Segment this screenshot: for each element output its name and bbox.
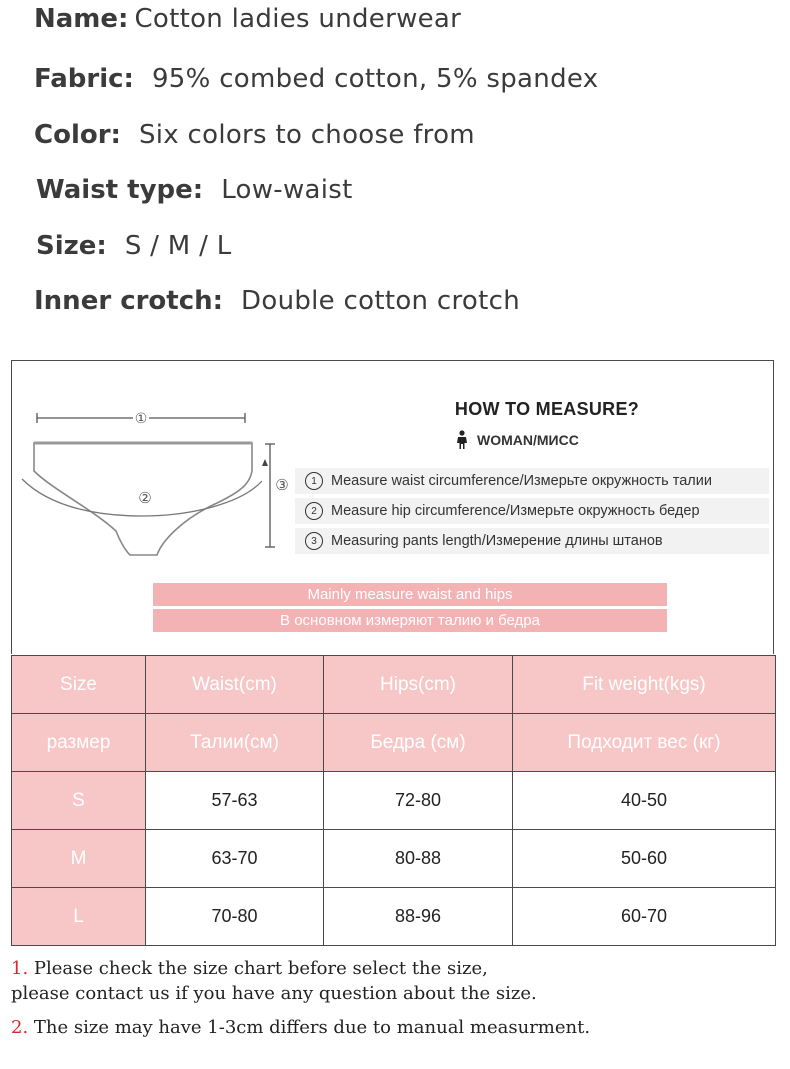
spec-value: S / M / L (124, 231, 232, 261)
waist-cell: 63-70 (146, 830, 324, 888)
weight-cell: 50-60 (513, 830, 776, 888)
step-text: Measure hip circumference/Измерьте окружность бедер (331, 503, 700, 519)
woman-label-row (455, 430, 579, 450)
table-header-row-en (12, 656, 776, 714)
spec-value: Cotton ladies underwear (134, 4, 462, 34)
table-header-row-ru (12, 714, 776, 772)
step-number: 3 (305, 532, 323, 550)
step-number: 1 (305, 472, 323, 490)
note-text: please contact us if you have any question about the size. (11, 983, 537, 1004)
table-row (12, 830, 776, 888)
weight-cell: 60-70 (513, 888, 776, 946)
note-2 (11, 1017, 590, 1038)
svg-text:②: ② (138, 489, 152, 507)
spec-name (34, 4, 461, 34)
spec-label: Name: (34, 4, 129, 34)
size-chart-table (11, 655, 776, 946)
spec-label: Waist type: (36, 175, 204, 205)
header-cell: Hips(cm) (324, 656, 513, 714)
diagram-marker-3 (275, 476, 288, 494)
size-cell: L (12, 888, 146, 946)
header-cell: Бедра (см) (324, 714, 513, 772)
spec-value: Double cotton crotch (241, 286, 520, 316)
measure-step-1 (295, 468, 769, 494)
spec-value: Low-waist (221, 175, 353, 205)
how-to-measure-title: HOW TO MEASURE? (454, 399, 640, 419)
svg-text:①: ① (134, 411, 148, 427)
spec-label: Inner crotch: (34, 286, 224, 316)
table-row (12, 888, 776, 946)
spec-color (34, 120, 475, 150)
size-cell: M (12, 830, 146, 888)
header-cell: Waist(cm) (146, 656, 324, 714)
header-cell: Size (12, 656, 146, 714)
spec-waist-type (36, 175, 353, 205)
note-1-continued (11, 983, 537, 1004)
waist-cell: 57-63 (146, 772, 324, 830)
hips-cell: 88-96 (324, 888, 513, 946)
size-cell: S (12, 772, 146, 830)
note-1 (11, 958, 488, 979)
svg-text:③: ③ (275, 476, 289, 494)
woman-label: WOMAN/МИСС (477, 432, 579, 448)
header-cell: Талии(см) (146, 714, 324, 772)
woman-icon (455, 430, 469, 450)
how-to-measure-panel (11, 360, 774, 654)
note-number: 2. (11, 1017, 29, 1038)
measure-step-2 (295, 498, 769, 524)
underwear-diagram (12, 391, 292, 601)
note-number: 1. (11, 958, 29, 979)
diagram-marker-2 (138, 489, 151, 507)
step-text: Measuring pants length/Измерение длины штанов (331, 533, 663, 549)
diagram-marker-1 (133, 410, 149, 427)
spec-label: Color: (34, 120, 121, 150)
spec-size (36, 231, 232, 261)
spec-value: 95% combed cotton, 5% spandex (151, 64, 599, 94)
hips-cell: 80-88 (324, 830, 513, 888)
measure-hint-en: Mainly measure waist and hips (153, 583, 667, 606)
measure-hint-ru: В основном измеряют талию и бедра (153, 609, 667, 632)
measure-step-3 (295, 528, 769, 554)
spec-fabric (34, 64, 598, 94)
step-number: 2 (305, 502, 323, 520)
hips-cell: 72-80 (324, 772, 513, 830)
note-text: Please check the size chart before select the size, (28, 958, 488, 979)
header-cell: Fit weight(kgs) (513, 656, 776, 714)
note-text: The size may have 1-3cm differs due to manual measurment. (28, 1017, 591, 1038)
spec-label: Fabric: (34, 64, 134, 94)
spec-label: Size: (36, 231, 107, 261)
table-row (12, 772, 776, 830)
header-cell: Подходит вес (кг) (513, 714, 776, 772)
step-text: Measure waist circumference/Измерьте окружность талии (331, 473, 712, 489)
spec-value: Six colors to choose from (138, 120, 475, 150)
waist-cell: 70-80 (146, 888, 324, 946)
weight-cell: 40-50 (513, 772, 776, 830)
spec-inner-crotch (34, 286, 520, 316)
header-cell: размер (12, 714, 146, 772)
